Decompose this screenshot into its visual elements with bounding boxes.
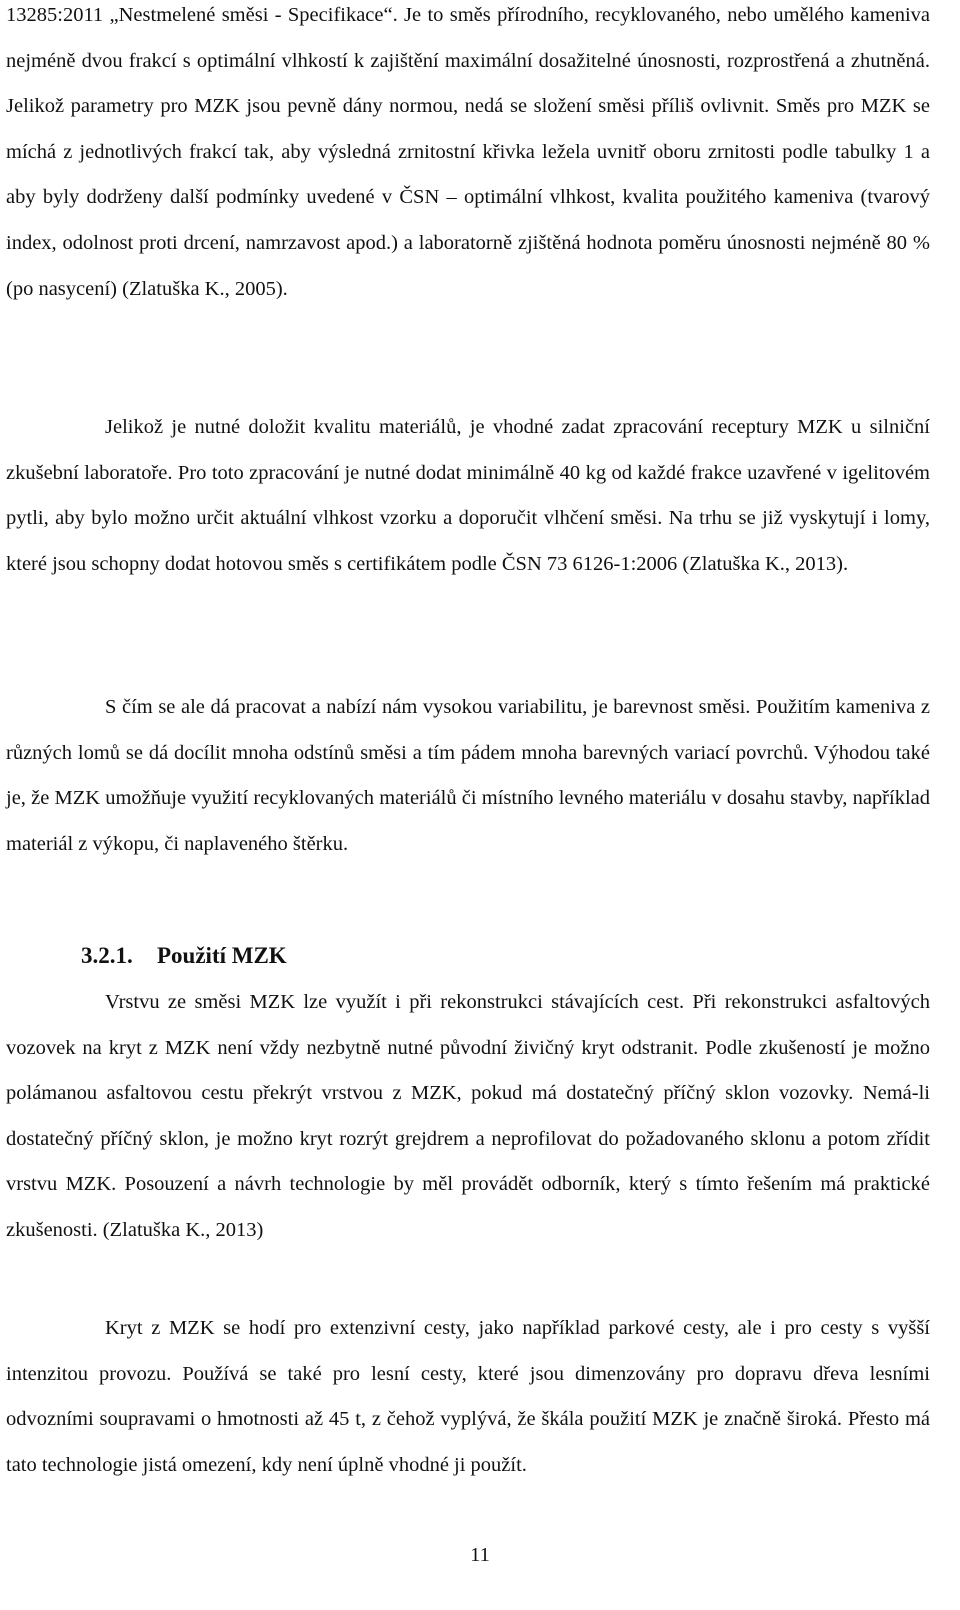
section-title: Použití MZK — [157, 943, 287, 968]
section-number: 3.2.1. — [81, 943, 133, 968]
section-heading — [81, 936, 287, 976]
paragraph-laboratory: Jelikož je nutné doložit kvalitu materiálů, je vhodné zadat zpracování receptury MZK u silniční zkušební laboratoře. Pro toto zpracování je nutné dodat minimálně 40 kg od každé frakce uzavřené v igelitovém pytli, aby bylo možno určit aktuální vlhkost vzorku a doporučit vlhčení směsi. Na trhu se již vyskytují i lomy, které jsou schopny dodat hotovou směs s certifikátem podle ČSN 73 6126-1:2006 (Zlatuška K., 2013). — [6, 416, 930, 575]
page-number: 11 — [470, 1544, 490, 1566]
paragraph-specification: 13285:2011 „Nestmelené směsi - Specifikace“. Je to směs přírodního, recyklovaného, nebo umělého kameniva nejméně dvou frakcí s optimální vlhkostí k zajištění maximální dosažitelné únosnosti, rozprostřená a zhutněná. Jelikož parametry pro MZK jsou pevně dány normou, nedá se složení směsi příliš ovlivnit. Směs pro MZK se míchá z jednotlivých frakcí tak, aby výsledná zrnitostní křivka ležela uvnitř oboru zrnitosti podle tabulky 1 a aby byly dodrženy další podmínky uvedené v ČSN – optimální vlhkost, kvalita použitého kameniva (tvarový index, odolnost proti drcení, namrzavost apod.) a laboratorně zjištěná hodnota poměru únosnosti nejméně 80 % (po nasycení) (Zlatuška K., 2005). — [6, 4, 930, 300]
paragraph-usage: Kryt z MZK se hodí pro extenzivní cesty, jako například parkové cesty, ale i pro cesty s vyšší intenzitou provozu. Používá se také pro lesní cesty, které jsou dimenzovány pro dopravu dřeva lesními odvozními soupravami o hmotnosti až 45 t, z čehož vyplývá, že škála použití MZK je značně široká. Přesto má tato technologie jistá omezení, kdy není úplně vhodné ji použít. — [6, 1317, 930, 1476]
paragraph-color-variability: S čím se ale dá pracovat a nabízí nám vysokou variabilitu, je barevnost směsi. Použitím kameniva z různých lomů se dá docílit mnoha odstínů směsi a tím pádem mnoha barevných variací povrchů. Výhodou také je, že MZK umožňuje využití recyklovaných materiálů či místního levného materiálu v dosahu stavby, například materiál z výkopu, či naplaveného štěrku. — [6, 696, 930, 855]
paragraph-reconstruction: Vrstvu ze směsi MZK lze využít i při rekonstrukci stávajících cest. Při rekonstrukci asfaltových vozovek na kryt z MZK není vždy nezbytně nutné původní živičný kryt odstranit. Podle zkušeností je možno polámanou asfaltovou cestu překrýt vrstvou z MZK, pokud má dostatečný příčný sklon vozovky. Nemá-li dostatečný příčný sklon, je možno kryt rozrýt grejdrem a neprofilovat do požadovaného sklonu a potom zřídit vrstvu MZK. Posouzení a návrh technologie by měl provádět odborník, který s tímto řešením má praktické zkušenosti. (Zlatuška K., 2013) — [6, 991, 930, 1241]
